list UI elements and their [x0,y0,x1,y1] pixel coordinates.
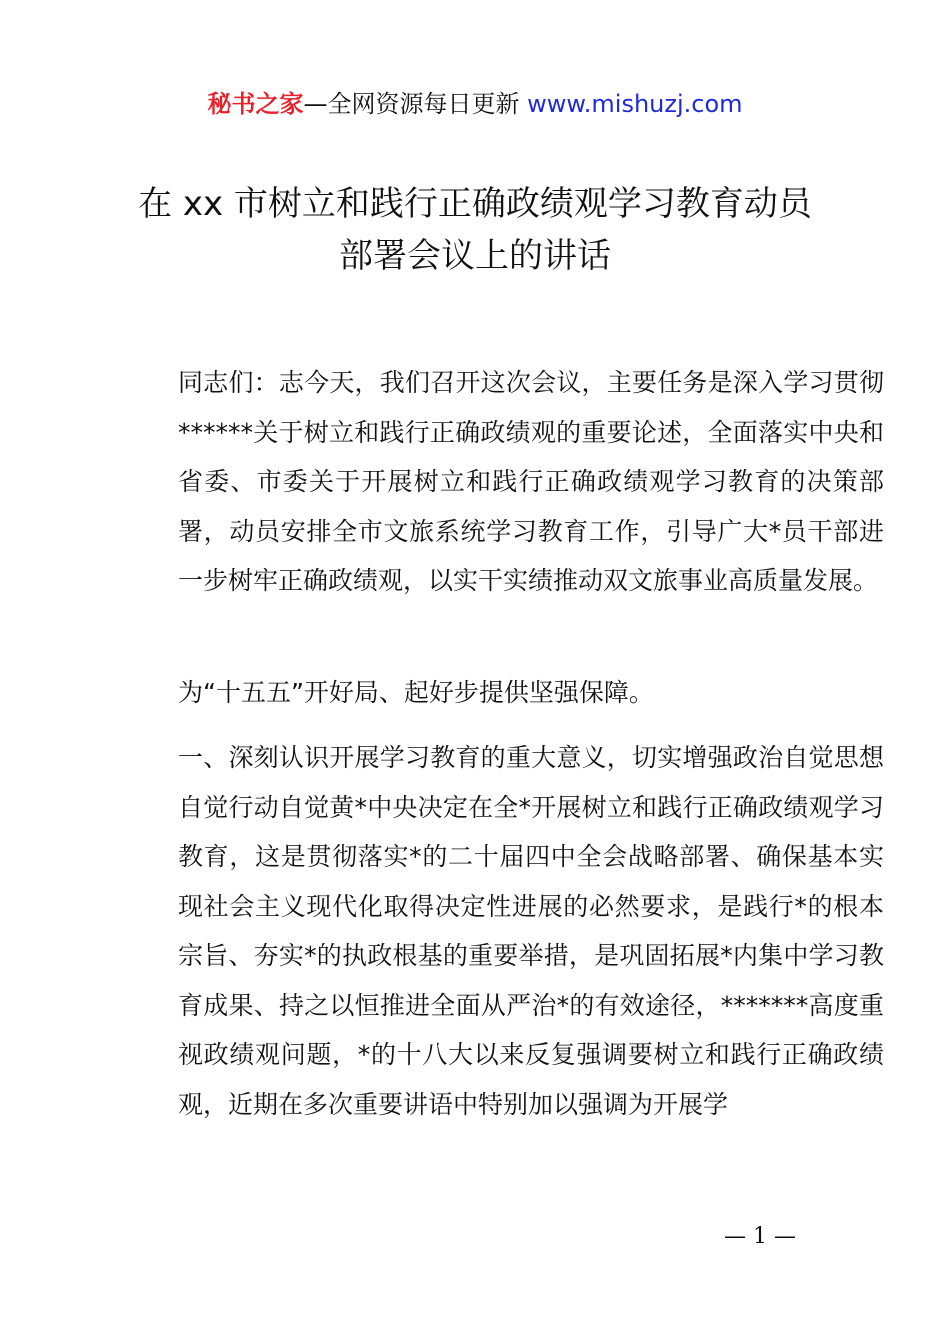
header-banner [0,86,950,122]
page-number: — 1 — [724,1224,796,1249]
title-line-1: 在 xx 市树立和践行正确政绩观学习教育动员 [138,184,812,224]
paragraph-1: 同志们：志今天，我们召开这次会议，主要任务是深入学习贯彻******关于树立和践行正确政绩观的重要论述，全面落实中央和省委、市委关于开展树立和践行正确政绩观学习教育的决策部署，动员安排全市文旅系统学习教育工作，引导广大*员干部进一步树牢正确政绩观，以实干实绩推动双文旅事业高质量发展。 [178,368,884,595]
paragraph-3: 一、深刻认识开展学习教育的重大意义，切实增强政治自觉思想自觉行动自觉黄*中央决定在全*开展树立和践行正确政绩观学习教育，这是贯彻落实*的二十届四中全会战略部署、确保基本实现社会主义现代化取得决定性进展的必然要求，是践行*的根本宗旨、夯实*的执政根基的重要举措，是巩固拓展*内集中学习教育成果、持之以恒推进全面从严治*的有效途径，*******高度重视政绩观问题，*的十八大以来反复强调要树立和践行正确政绩观，近期在多次重要讲语中特别加以强调为开展学 [178,743,884,1119]
header-url-link[interactable]: www.mishuzj.com [527,90,743,118]
paragraph-2: 为“十五五”开好局、起好步提供坚强保障。 [178,678,654,707]
brand-name: 秘书之家 [207,90,304,118]
title-line-2: 部署会议上的讲话 [339,236,611,276]
header-tagline: —全网资源每日更新 [303,90,520,118]
document-title [60,178,890,282]
